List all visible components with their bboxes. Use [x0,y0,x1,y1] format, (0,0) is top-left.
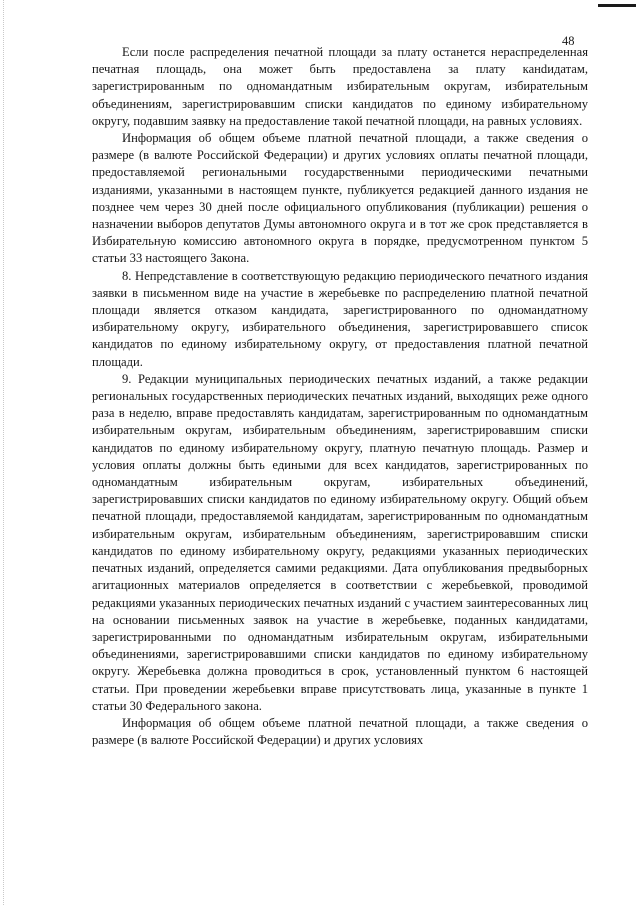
paragraph-clause-9: 9. Редакции муниципальных периодических печатных изданий, а также редакции региональных государственных периодических печатных изданий, выходящих реже одного раза в неделю, вправе предоставлять кандидатам, зарегистрированным по одномандатным избирательным округам, избирательным объединениям, зарегистрировавшим списки кандидатов по единому избирательному округу, платную печатную площадь. Размер и условия оплаты должны быть едиными для всех кандидатов, зарегистрированных по одномандатным избирательным округам, избирательных объединений, зарегистрировавших списки кандидатов по единому избирательному округу. Общий объем печатной площади, предоставляемой кандидатам, зарегистрированным по одномандатным избирательным округам, избирательным объединениям, зарегистрировавшим списки кандидатов по единому избирательному округу, редакциями указанных периодических печатных изданий, определяется самими редакциями. Дата опубликования предвыборных агитационных материалов определяется в соответствии с жеребьевкой, проводимой редакциями указанных периодических печатных изданий с участием заинтересованных лиц на основании письменных заявок на участие в жеребьевке, поданных кандидатами, зарегистрированными по одномандатным избирательным округам, избирательными объединениями, зарегистрировавшими списки кандидатов по единому избирательному округу. Жеребьевка должна проводиться в срок, установленный пунктом 6 настоящей статьи. При проведении жеребьевки вправе присутствовать лица, указанные в пункте 1 статьи 30 Федерального закона. [92,371,588,713]
paragraph-paid-space-information: Информация об общем объеме платной печатной площади, а также сведения о размере (в валюте Российской Федерации) и других условиях оплаты печатной площади, предоставляемой региональными государственными периодическими печатными изданиями, указанными в настоящем пункте, публикуется редакцией данного издания не позднее чем через 30 дней после официального опубликования (публикации) решения о назначении выборов депутатов Думы автономного округа и в тот же срок представляется в Избирательную комиссию автономного округа в порядке, предусмотренном пунктом 5 статьи 33 настоящего Закона. [92,131,588,266]
document-body [92,44,588,749]
page-number: 48 [562,34,575,48]
scan-corner-mark [598,4,636,7]
paragraph-clause-8: 8. Непредставление в соответствующую редакцию периодического печатного издания заявки в письменном виде на участие в жеребьевке по распределению платной печатной площади является отказом кандидата, зарегистрированного по одномандатному избирательному округу, избирательного объединения, зарегистрировавшего список кандидатов по единому избирательному округу, от предоставления платной печатной площади. [92,268,588,369]
paragraph-continued-information: Информация об общем объеме платной печатной площади, а также сведения о размере (в валюте Российской Федерации) и других условиях [92,715,588,748]
paragraph-unallocated-space: Если после распределения печатной площади за плату останется нераспределенная печатная площадь, она может быть предоставлена за плату канdидатам, зарегистрированным по одномандатным избирательным округам, избирательным объединениям, зарегистрировавшим списки кандидатов по единому избирательному округу, подавшим заявку на предоставление такой печатной площади, на равных условиях. [92,45,588,128]
page-binding-edge [3,0,5,905]
